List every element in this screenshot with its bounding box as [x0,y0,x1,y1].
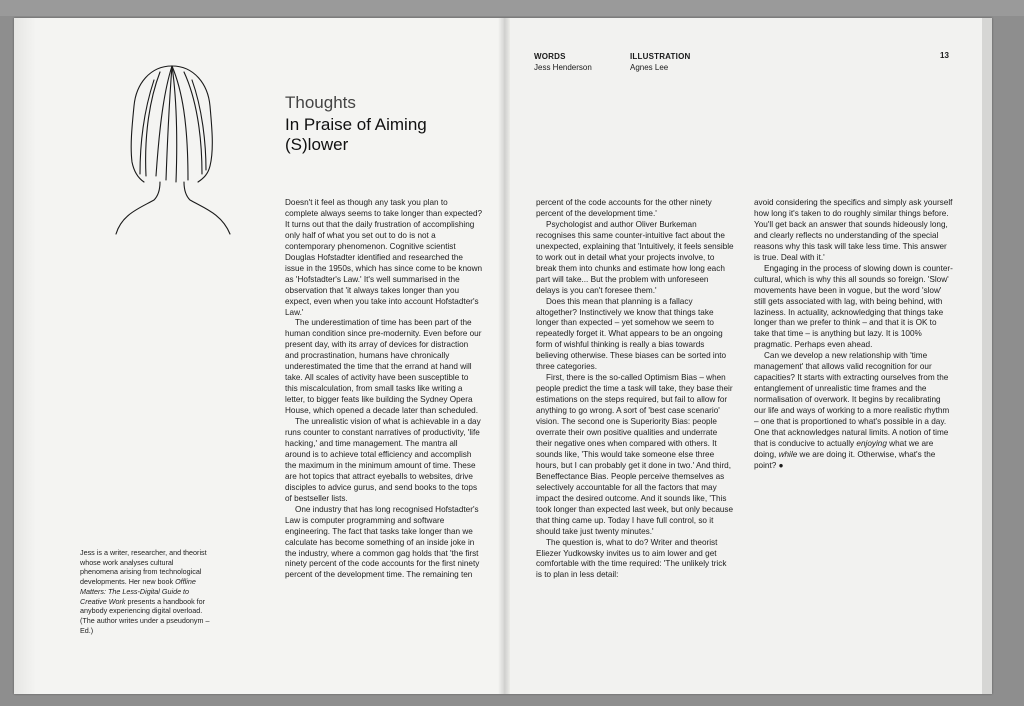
body-column-1 [285,198,483,581]
words-author: Jess Henderson [534,63,592,72]
header-words [534,51,592,73]
paragraph: Psychologist and author Oliver Burkeman recognises this same counter-intuitive fact about the unexpected, explaining that 'Intuitively, it feels sensible to work out in detail what your projects involve, to break them into chunks and estimate how long each part will take... But the problem with unforeseen delays is you can't foresee them.' [536,219,734,295]
body-column-2 [536,198,734,581]
bio-intro: Jess is a writer, researcher, and theorist whose work analyses cultural phenomena arising from technological developments. Her new book [80,548,207,587]
header-illustration [630,51,690,73]
article-kicker: Thoughts [285,93,356,112]
emphasis: while [778,449,798,459]
paragraph: Does this mean that planning is a fallacy altogether? Instinctively we know that things take longer than expected – yet somehow we seem to repeatedly forget it. What appears to be an ongoing form of wishful thinking is really a bias towards believing otherwise. These biases can be sorted into three categories. [536,296,727,372]
body-column-3 [754,198,954,472]
article-title: In Praise of Aiming (S)lower [285,115,427,154]
book-title: Offline Matters: The Less-Digital Guide to Creative Work [80,577,196,606]
illustration-artist: Agnes Lee [630,63,669,72]
text-run: Can we develop a new relationship with 'time management' that allows valid recognition for our capacities? It starts with extracting ourselves from the entanglement of unrealistic time frames and the normalisation of overwork. It begins by recalibrating our life and ways of working to a more realistic rhythm – one that is proportioned to what's possible in a day. One that acknowledges natural limits. A notion of time that is conducive to actually [754,351,950,448]
paragraph: One industry that has long recognised Hofstadter's Law is computer programming and software engineering. The fact that tasks take longer than we calculate has become something of an inside joke in the industry, where a common gag holds that 'the first ninety percent of the code accounts for the first ninety percent of the development time. The remaining ten [285,504,480,580]
page-number: 13 [940,51,949,60]
emphasis: enjoying [856,438,887,448]
words-label: WORDS [534,52,566,61]
text-run: we are doing it. Otherwise, what's the point? ● [754,449,936,470]
paragraph: The unrealistic vision of what is achievable in a day runs counter to constant narratives of productivity, 'life hacking,' and time management. The mantra all around is to achieve total efficiency and accomplish the maximum in the minimum amount of time. These are hot topics that attract eyeballs to websites, drive disciples to advice gurus, and send books to the tops of bestseller lists. [285,417,481,503]
page-gutter [498,18,510,694]
bio-text [80,548,210,635]
paragraph: percent of the code accounts for the other ninety percent of the development time.' [536,198,712,218]
right-page-edge [982,18,992,694]
person-illustration-icon [110,58,240,238]
paragraph: First, there is the so-called Optimism Bias – when people predict the time a task will take, they base their estimations on the steps required, but fail to allow for anything to go wrong. A sort of 'best case scenario' vision. The second one is Superiority Bias: people overrate their own positive qualities and underrate their negative ones when compared with others. It sounds like, 'This would take someone else three hours, but I can probably get it done in two.' And third, Beneffectance Bias. People perceive themselves as selectively accountable for all the factors that may impact the desired outcome. And it sounds like, 'This took longer than expected last week, but only because that thing came up. Today I have full control, so it should take just twenty minutes.' [536,373,734,536]
bio-outro: presents a handbook for anybody experiencing digital overload. (The author writes under a pseudonym – Ed.) [80,596,210,635]
paragraph: Doesn't it feel as though any task you plan to complete always seems to take longer than expected? It turns out that the daily frustration of accomplishing only half of what you set out to do is not a contemporary phenomenon. Cognitive scientist Douglas Hofstadter identified and researched the issue in the 1950s, which has since come to be known as 'Hofstadter's Law.' It's well summarised in the observation that 'it always takes longer than you expect, even when you take into account Hofstadter's Law.' [285,198,483,317]
left-page-edge [14,18,36,694]
scan-background [0,0,1024,16]
author-bio [80,548,210,635]
paragraph: The question is, what to do? Writer and theorist Eliezer Yudkowsky invites us to aim lower and get comfortable with the time required: 'The unlikely trick is to plan in less detail: [536,537,727,580]
text-run: what we are doing, [754,438,934,459]
illustration-label: ILLUSTRATION [630,52,691,61]
paragraph: The underestimation of time has been part of the human condition since pre-modernity. Even before our present day, with its array of devices for distraction and procrastination, humans have chronically underestimated the time that the errand at hand will take. All scales of activity have been susceptible to this miscalculation, from small tasks like writing a letter, to bigger feats like building the Sydney Opera House, which opened a decade later than scheduled. [285,318,482,416]
paragraph: avoid considering the specifics and simply ask yourself how long it's taken to do roughly similar things before. You'll get back an answer that sounds hideously long, and clearly reflects no understanding of the special reasons why this task will take less time. This answer is true. Deal with it.' [754,198,953,262]
paragraph [754,351,954,471]
paragraph: Engaging in the process of slowing down is counter-cultural, which is why this all sounds so foreign. 'Slow' movements have been in vogue, but the word 'slow' still gets associated with lag, with being behind, with laziness. In actuality, acknowledging that things take longer than we prefer to think – and that it is OK to take that time – is anything but lazy. It is 100% pragmatic. Perhaps even ahead. [754,263,953,350]
